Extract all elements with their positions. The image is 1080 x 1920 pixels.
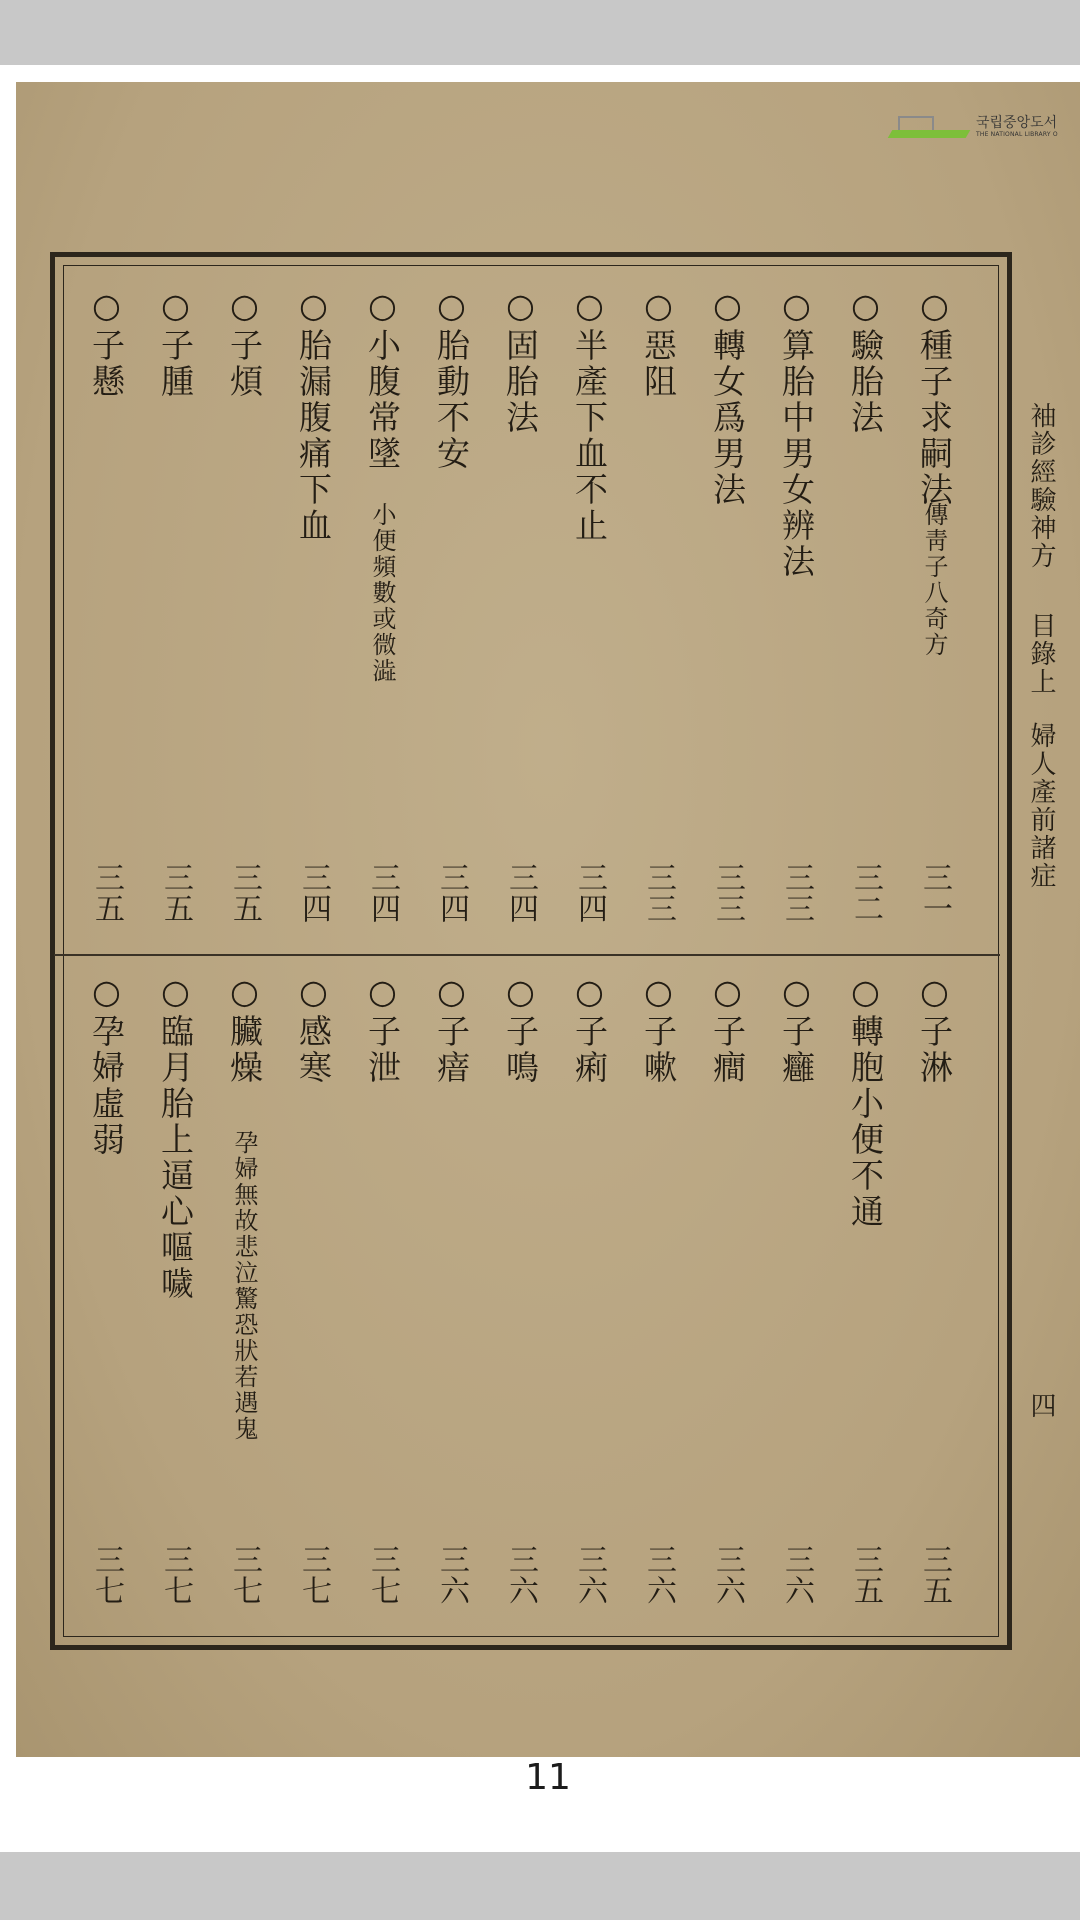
toc-entry-title: ○子鳴 xyxy=(501,972,540,1086)
toc-entry-title: ○子煩 xyxy=(225,286,264,400)
table-of-contents-frame xyxy=(50,252,1012,1650)
toc-entry-title: ○子痢 xyxy=(570,972,609,1086)
toc-entry-page: 三六 xyxy=(641,1544,676,1606)
toc-entry-page: 三三 xyxy=(641,862,676,924)
toc-entry-page: 三三 xyxy=(710,862,745,924)
page-number: 11 xyxy=(525,1757,571,1798)
toc-entry-page: 三六 xyxy=(434,1544,469,1606)
toc-entry-title: ○子瘖 xyxy=(432,972,471,1086)
toc-entry-title: ○子淋 xyxy=(915,972,954,1086)
subject-title: 婦人產前諸症 xyxy=(1026,722,1056,890)
toc-entry-title: ○子腫 xyxy=(156,286,195,400)
toc-entry-title: ○算胎中男女辨法 xyxy=(777,286,816,580)
toc-entry-page: 三六 xyxy=(503,1544,538,1606)
toc-entry-title: ○惡阻 xyxy=(639,286,678,400)
page-kanji: 四 xyxy=(1026,1392,1056,1418)
section-divider xyxy=(54,954,1000,956)
toc-entry-title: ○子癰 xyxy=(777,972,816,1086)
book-page xyxy=(16,82,1080,1798)
toc-entry-page: 三一 xyxy=(917,862,952,924)
toc-entry-note: 小便頻數或微澁 xyxy=(368,502,396,684)
toc-entry-title: ○臨月胎上逼心嘔噦 xyxy=(156,972,195,1302)
toc-entry-page: 三三 xyxy=(779,862,814,924)
toc-entry-title: ○轉女爲男法 xyxy=(708,286,747,508)
toc-entry-page: 三四 xyxy=(365,862,400,924)
toc-entry-title: ○子懸 xyxy=(87,286,126,400)
toc-entry-page: 三五 xyxy=(158,862,193,924)
toc-entry-page: 三七 xyxy=(89,1544,124,1606)
viewer-top-bar xyxy=(0,0,1080,65)
library-logo-text: 국립중앙도서 xyxy=(976,115,1058,131)
toc-entry-page: 三四 xyxy=(434,862,469,924)
toc-entry-title: ○驗胎法 xyxy=(846,286,885,436)
toc-entry-page: 三六 xyxy=(779,1544,814,1606)
toc-entry-page: 三五 xyxy=(848,1544,883,1606)
toc-entry-title: ○子嗽 xyxy=(639,972,678,1086)
toc-entry-title: ○半產下血不止 xyxy=(570,286,609,544)
toc-entry-title: ○感寒 xyxy=(294,972,333,1086)
toc-entry-page: 三四 xyxy=(503,862,538,924)
toc-entry-page: 三五 xyxy=(917,1544,952,1606)
toc-entry-page: 三六 xyxy=(710,1544,745,1606)
toc-entry-title: ○子癎 xyxy=(708,972,747,1086)
toc-entry-page: 三五 xyxy=(227,862,262,924)
toc-entry-page: 三七 xyxy=(296,1544,331,1606)
toc-entry-page: 三二 xyxy=(848,862,883,924)
toc-entry-title: ○小腹常墜 xyxy=(363,286,402,472)
toc-entry-note: 孕婦無故悲泣驚恐狀若遇鬼 xyxy=(230,1130,258,1442)
library-logo-subtext: THE NATIONAL LIBRARY O xyxy=(976,131,1058,138)
toc-entry-page: 三七 xyxy=(365,1544,400,1606)
toc-entry-title: ○胎漏腹痛下血 xyxy=(294,286,333,544)
toc-entry-title: ○臟燥 xyxy=(225,972,264,1086)
toc-entry-title: ○轉胞小便不通 xyxy=(846,972,885,1230)
toc-entry-page: 三四 xyxy=(296,862,331,924)
viewer-bottom-bar xyxy=(0,1852,1080,1920)
toc-entry-title: ○種子求嗣法 xyxy=(915,286,954,508)
toc-entry-title: ○子泄 xyxy=(363,972,402,1086)
section-title: 目錄上 xyxy=(1026,612,1056,696)
toc-entry-note: 傳靑子八奇方 xyxy=(920,502,948,658)
library-logo-icon xyxy=(890,114,968,140)
toc-entry-title: ○孕婦虛弱 xyxy=(87,972,126,1158)
toc-entry-title: ○固胎法 xyxy=(501,286,540,436)
toc-entry-page: 三六 xyxy=(572,1544,607,1606)
book-title: 袖診經驗神方 xyxy=(1026,402,1056,570)
library-logo xyxy=(890,108,1080,148)
toc-entry-page: 三四 xyxy=(572,862,607,924)
toc-entry-page: 三七 xyxy=(158,1544,193,1606)
toc-entry-page: 三五 xyxy=(89,862,124,924)
toc-entry-title: ○胎動不安 xyxy=(432,286,471,472)
toc-entry-page: 三七 xyxy=(227,1544,262,1606)
